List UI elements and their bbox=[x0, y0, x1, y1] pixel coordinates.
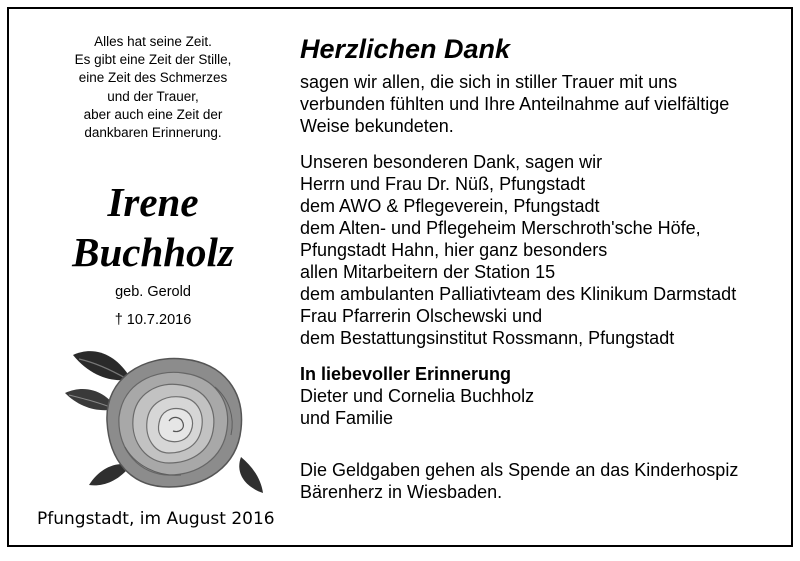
thanks-line: Herrn und Frau Dr. Nüß, Pfungstadt bbox=[300, 174, 586, 194]
obituary-card bbox=[7, 7, 793, 547]
thanks-line: dem Alten- und Pflegeheim Merschroth'sche Höfe, bbox=[300, 218, 701, 238]
rose-image bbox=[65, 337, 265, 497]
intro-line: sagen wir allen, die sich in stiller Trauer mit uns bbox=[300, 72, 678, 92]
intro-line: Weise bekundeten. bbox=[300, 116, 454, 136]
page-title: Herzlichen Dank bbox=[300, 34, 511, 64]
thanks-line: Frau Pfarrerin Olschewski und bbox=[300, 306, 543, 326]
left-column bbox=[9, 9, 297, 545]
donation-line: Die Geldgaben gehen als Spende an das Kinderhospiz bbox=[300, 460, 739, 480]
poem-line: Es gibt eine Zeit der Stille, bbox=[74, 52, 232, 68]
birth-name: geb. Gerold bbox=[115, 284, 191, 300]
thanks-line: dem ambulanten Palliativteam des Klinikum Darmstadt bbox=[300, 284, 737, 304]
death-date: † 10.7.2016 bbox=[114, 312, 192, 328]
donation-note bbox=[300, 459, 738, 503]
thanks-line: dem AWO & Pflegeverein, Pfungstadt bbox=[300, 196, 600, 216]
poem bbox=[29, 33, 277, 142]
thanks-line: Pfungstadt Hahn, hier ganz besonders bbox=[300, 240, 608, 260]
intro-text bbox=[300, 71, 729, 137]
poem-line: Alles hat seine Zeit. bbox=[94, 34, 212, 49]
thanks-line: allen Mitarbeitern der Station 15 bbox=[300, 262, 556, 282]
place-date: Pfungstadt, im August 2016 bbox=[37, 509, 275, 529]
poem-line: aber auch eine Zeit der bbox=[83, 106, 223, 122]
thanks-list bbox=[300, 151, 736, 349]
poem-line: dankbaren Erinnerung. bbox=[84, 125, 222, 141]
donation-line: Bärenherz in Wiesbaden. bbox=[300, 482, 503, 502]
thanks-line: dem Bestattungsinstitut Rossmann, Pfungstadt bbox=[300, 328, 675, 348]
poem-line: und der Trauer, bbox=[107, 88, 199, 104]
memory-title: In liebevoller Erinnerung bbox=[300, 364, 512, 384]
family-line: und Familie bbox=[300, 408, 394, 428]
thanks-line: Unseren besonderen Dank, sagen wir bbox=[300, 152, 603, 172]
intro-line: verbunden fühlten und Ihre Anteilnahme auf vielfältige bbox=[300, 94, 730, 114]
deceased-last-name: Buchholz bbox=[72, 229, 234, 275]
deceased-first-name: Irene bbox=[107, 179, 199, 225]
poem-line: eine Zeit des Schmerzes bbox=[78, 70, 228, 86]
family-line: Dieter und Cornelia Buchholz bbox=[300, 386, 535, 406]
memory-section bbox=[300, 363, 534, 429]
